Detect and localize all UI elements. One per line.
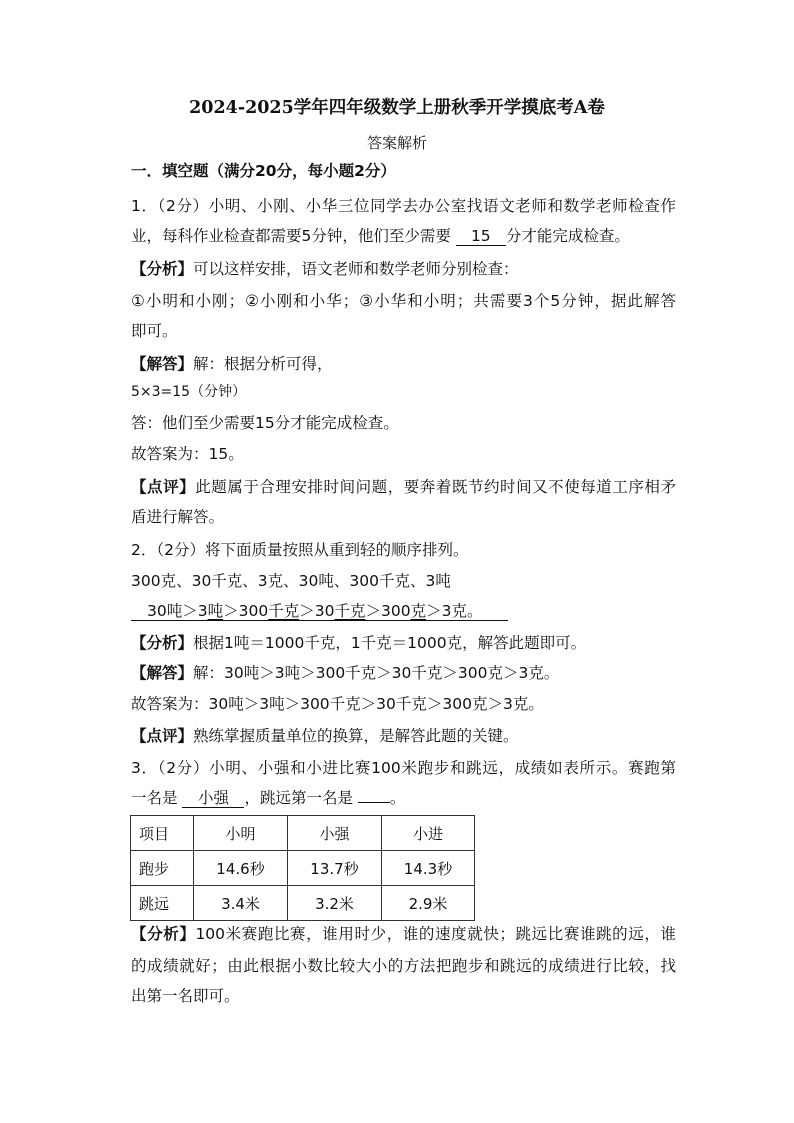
- q3-analysis: 【分析】100米赛跑比赛，谁用时少，谁的速度就快；跳远比赛谁跳的远，谁: [131, 925, 676, 943]
- q1-line-2: 业，每科作业检查都需要5分钟，他们至少需要 15 分才能完成检查。: [131, 227, 630, 245]
- table-cell: 13.7秒: [288, 851, 382, 886]
- q1-answer-blank: 15: [456, 227, 506, 246]
- q1-line-1: 1．（2分）小明、小刚、小华三位同学去办公室找语文老师和数学老师检查作: [131, 197, 676, 215]
- q3-line-2: 一名是 小强 ，跳远第一名是 。: [131, 789, 406, 807]
- q1-final-answer: 故答案为：15。: [131, 445, 244, 463]
- q1-analysis-line-2: ①小明和小刚；②小刚和小华；③小华和小明；共需要3个5分钟，据此解答: [131, 292, 676, 310]
- q1-analysis-line-3: 即可。: [131, 322, 178, 340]
- section-heading: 一．填空题（满分20分，每小题2分）: [131, 162, 396, 180]
- q2-final-answer: 故答案为：30吨＞3吨＞300千克＞30千克＞300克＞3克。: [131, 695, 544, 713]
- table-row: [131, 886, 475, 921]
- page-subtitle: 答案解析: [366, 134, 427, 152]
- table-row: [131, 816, 475, 851]
- table-row: [131, 851, 475, 886]
- q3-analysis-line-3: 出第一名即可。: [131, 987, 240, 1005]
- table-cell: 3.4米: [194, 886, 288, 921]
- table-cell: 小强: [288, 816, 382, 851]
- table-cell: 3.2米: [288, 886, 382, 921]
- q3-analysis-line-2: 的成绩就好；由此根据小数比较大小的方法把跑步和跳远的成绩进行比较，找: [131, 957, 676, 975]
- q3-answer-blank-2: [358, 802, 390, 803]
- q1-analysis: 【分析】可以这样安排，语文老师和数学老师分别检查：: [131, 260, 519, 278]
- table-cell: 项目: [131, 816, 194, 851]
- q2-answer: 【解答】解：30吨＞3吨＞300千克＞30千克＞300克＞3克。: [131, 664, 560, 682]
- table-cell: 14.3秒: [382, 851, 475, 886]
- q1-answer: 【解答】解：根据分析可得，: [131, 355, 333, 373]
- table-cell: 跳远: [131, 886, 194, 921]
- q2-answer-blank: 30吨＞3吨＞300千克＞30千克＞300克＞3克。: [131, 600, 676, 622]
- q2-line-1: 2．（2分）将下面质量按照从重到轻的顺序排列。: [131, 541, 469, 559]
- table-cell: 小进: [382, 816, 475, 851]
- q2-comment: 【点评】熟练掌握质量单位的换算，是解答此题的关键。: [131, 727, 519, 745]
- q1-comment-line-2: 盾进行解答。: [131, 508, 225, 526]
- q1-calculation: 5×3=15（分钟）: [131, 384, 247, 400]
- q3-answer-blank-1: 小强: [182, 789, 244, 808]
- q1-comment: 【点评】此题属于合理安排时间问题，要奔着既节约时间又不使每道工序相矛: [131, 478, 676, 496]
- table-cell: 2.9米: [382, 886, 475, 921]
- q1-reply: 答：他们至少需要15分才能完成检查。: [131, 414, 399, 432]
- table-cell: 跑步: [131, 851, 194, 886]
- page-title: 2024-2025学年四年级数学上册秋季开学摸底考A卷: [189, 98, 605, 118]
- table-cell: 小明: [194, 816, 288, 851]
- q2-items: 300克、30千克、3克、30吨、300千克、3吨: [131, 572, 451, 590]
- table-cell: 14.6秒: [194, 851, 288, 886]
- q3-line-1: 3．（2分）小明、小强和小进比赛100米跑步和跳远，成绩如表所示。赛跑第: [131, 759, 676, 777]
- q2-analysis: 【分析】根据1吨＝1000千克，1千克＝1000克，解答此题即可。: [131, 634, 587, 652]
- score-table: [130, 815, 475, 921]
